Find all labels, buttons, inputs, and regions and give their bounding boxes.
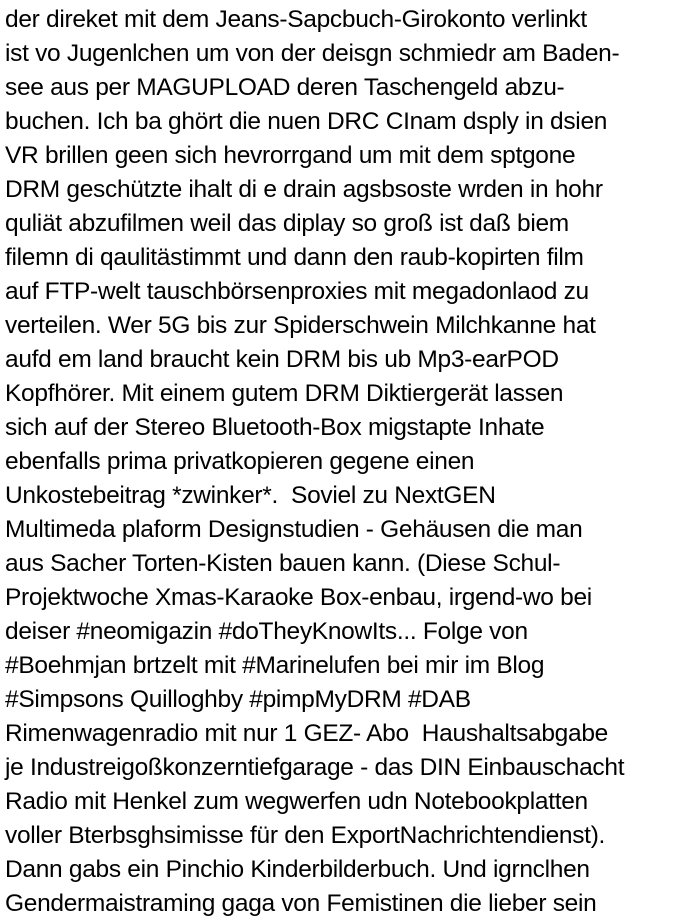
- text-line: Multimeda plaform Designstudien - Gehäusen die man: [5, 516, 583, 543]
- text-line: Rimenwagenradio mit nur 1 GEZ- Abo Haushaltsabgabe: [5, 720, 608, 747]
- text-line: #Simpsons Quilloghby #pimpMyDRM #DAB: [5, 686, 471, 713]
- text-line: ebenfalls prima privatkopieren gegene einen: [5, 448, 475, 475]
- text-line: Kopfhörer. Mit einem gutem DRM Diktiergerät lassen: [5, 380, 564, 407]
- text-line: Unkostebeitrag *zwinker*. Soviel zu NextGEN: [5, 482, 496, 509]
- text-line: auf FTP-welt tauschbörsenproxies mit megadonlaod zu: [5, 278, 589, 305]
- text-line: voller Bterbsghsimisse für den ExportNachrichtendienst).: [5, 822, 606, 849]
- text-line: VR brillen geen sich hevrorrgand um mit dem sptgone: [5, 142, 576, 169]
- text-line: aus Sacher Torten-Kisten bauen kann. (Diese Schul-: [5, 550, 561, 577]
- text-line: filemn di qaulitästimmt und dann den raub-kopirten film: [5, 244, 584, 271]
- text-line: Dann gabs ein Pinchio Kinderbilderbuch. Und igrnclhen: [5, 856, 590, 883]
- text-line: deiser #neomigazin #doTheyKnowIts... Folge von: [5, 618, 528, 645]
- text-line: verteilen. Wer 5G bis zur Spiderschwein Milchkanne hat: [5, 312, 596, 339]
- text-line: Gendermaistraming gaga von Femistinen die lieber sein: [5, 890, 597, 917]
- text-line: #Boehmjan brtzelt mit #Marinelufen bei mir im Blog: [5, 652, 545, 679]
- text-line: sich auf der Stereo Bluetooth-Box migstapte Inhate: [5, 414, 545, 441]
- text-line: Radio mit Henkel zum wegwerfen udn Notebookplatten: [5, 788, 588, 815]
- text-line: aufd em land braucht kein DRM bis ub Mp3-earPOD: [5, 346, 559, 373]
- text-line: ist vo Jugenlchen um von der deisgn schmiedr am Baden-: [5, 40, 620, 67]
- text-line: der direket mit dem Jeans-Sapcbuch-Girokonto verlinkt: [5, 6, 587, 33]
- text-line: DRM geschützte ihalt di e drain agsbsoste wrden in hohr: [5, 176, 603, 203]
- text-line: buchen. Ich ba ghört die nuen DRC CInam dsply in dsien: [5, 108, 608, 135]
- text-line: Projektwoche Xmas-Karaoke Box-enbau, irgend-wo bei: [5, 584, 592, 611]
- text-line: je Industreigoßkonzerntiefgarage - das DIN Einbauschacht: [5, 754, 625, 781]
- text-line: see aus per MAGUPLOAD deren Taschengeld abzu-: [5, 74, 565, 101]
- text-line: quliät abzufilmen weil das diplay so groß ist daß biem: [5, 210, 569, 237]
